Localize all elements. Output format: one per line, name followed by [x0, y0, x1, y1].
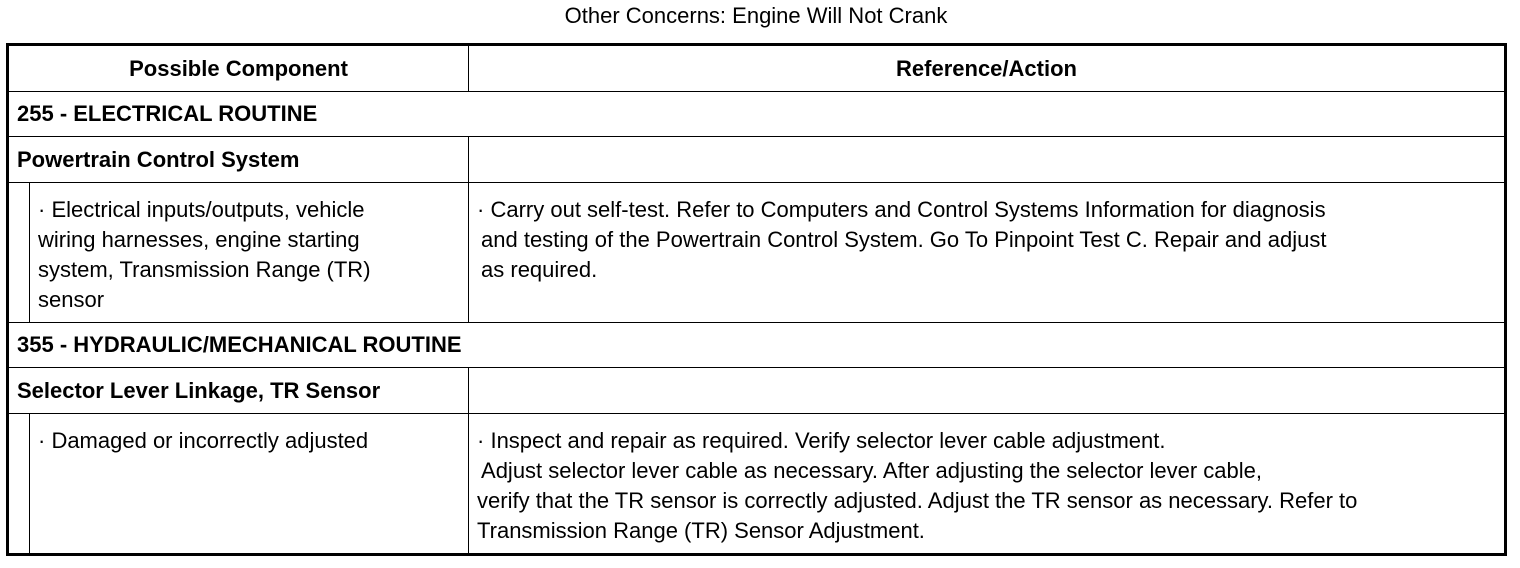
- diagnosis-table: [6, 43, 1507, 556]
- header-possible-component: Possible Component: [8, 45, 469, 92]
- section-title: 355 - HYDRAULIC/MECHANICAL ROUTINE: [8, 323, 1506, 368]
- action-line: and testing of the Powertrain Control System. Go To Pinpoint Test C. Repair and adjust: [481, 227, 1327, 252]
- group-row-powertrain: [8, 137, 1506, 183]
- action-line: · Inspect and repair as required. Verify selector lever cable adjustment.: [477, 428, 1166, 453]
- action-cell: [469, 414, 1506, 555]
- header-reference-action: Reference/Action: [469, 45, 1506, 92]
- component-line: system, Transmission Range (TR): [38, 257, 371, 282]
- action-line: as required.: [481, 257, 598, 282]
- component-line: · Electrical inputs/outputs, vehicle: [38, 197, 365, 222]
- action-line: verify that the TR sensor is correctly adjusted. Adjust the TR sensor as necessary. Refer to: [477, 488, 1358, 513]
- component-line: sensor: [38, 287, 105, 312]
- component-line: wiring harnesses, engine starting: [38, 227, 360, 252]
- group-row-selector-lever: [8, 368, 1506, 414]
- action-line: Transmission Range (TR) Sensor Adjustment.: [477, 518, 925, 543]
- group-action-empty: [469, 137, 1506, 183]
- component-cell: [30, 414, 469, 555]
- section-row-electrical: [8, 92, 1506, 137]
- action-line: Adjust selector lever cable as necessary. After adjusting the selector lever cable,: [481, 458, 1263, 483]
- group-action-empty: [469, 368, 1506, 414]
- header-row: [8, 45, 1506, 92]
- indent-cell: [8, 183, 30, 323]
- component-cell: [30, 183, 469, 323]
- section-row-hydraulic: [8, 323, 1506, 368]
- detail-row: [8, 414, 1506, 555]
- section-title: 255 - ELECTRICAL ROUTINE: [8, 92, 1506, 137]
- indent-cell: [8, 414, 30, 555]
- table-caption: Other Concerns: Engine Will Not Crank: [564, 3, 948, 28]
- action-line: · Carry out self-test. Refer to Computers and Control Systems Information for diagnosis: [477, 197, 1326, 222]
- detail-row: [8, 183, 1506, 323]
- group-title: Selector Lever Linkage, TR Sensor: [8, 368, 469, 414]
- component-line: · Damaged or incorrectly adjusted: [38, 428, 369, 453]
- action-cell: [469, 183, 1506, 323]
- group-title: Powertrain Control System: [8, 137, 469, 183]
